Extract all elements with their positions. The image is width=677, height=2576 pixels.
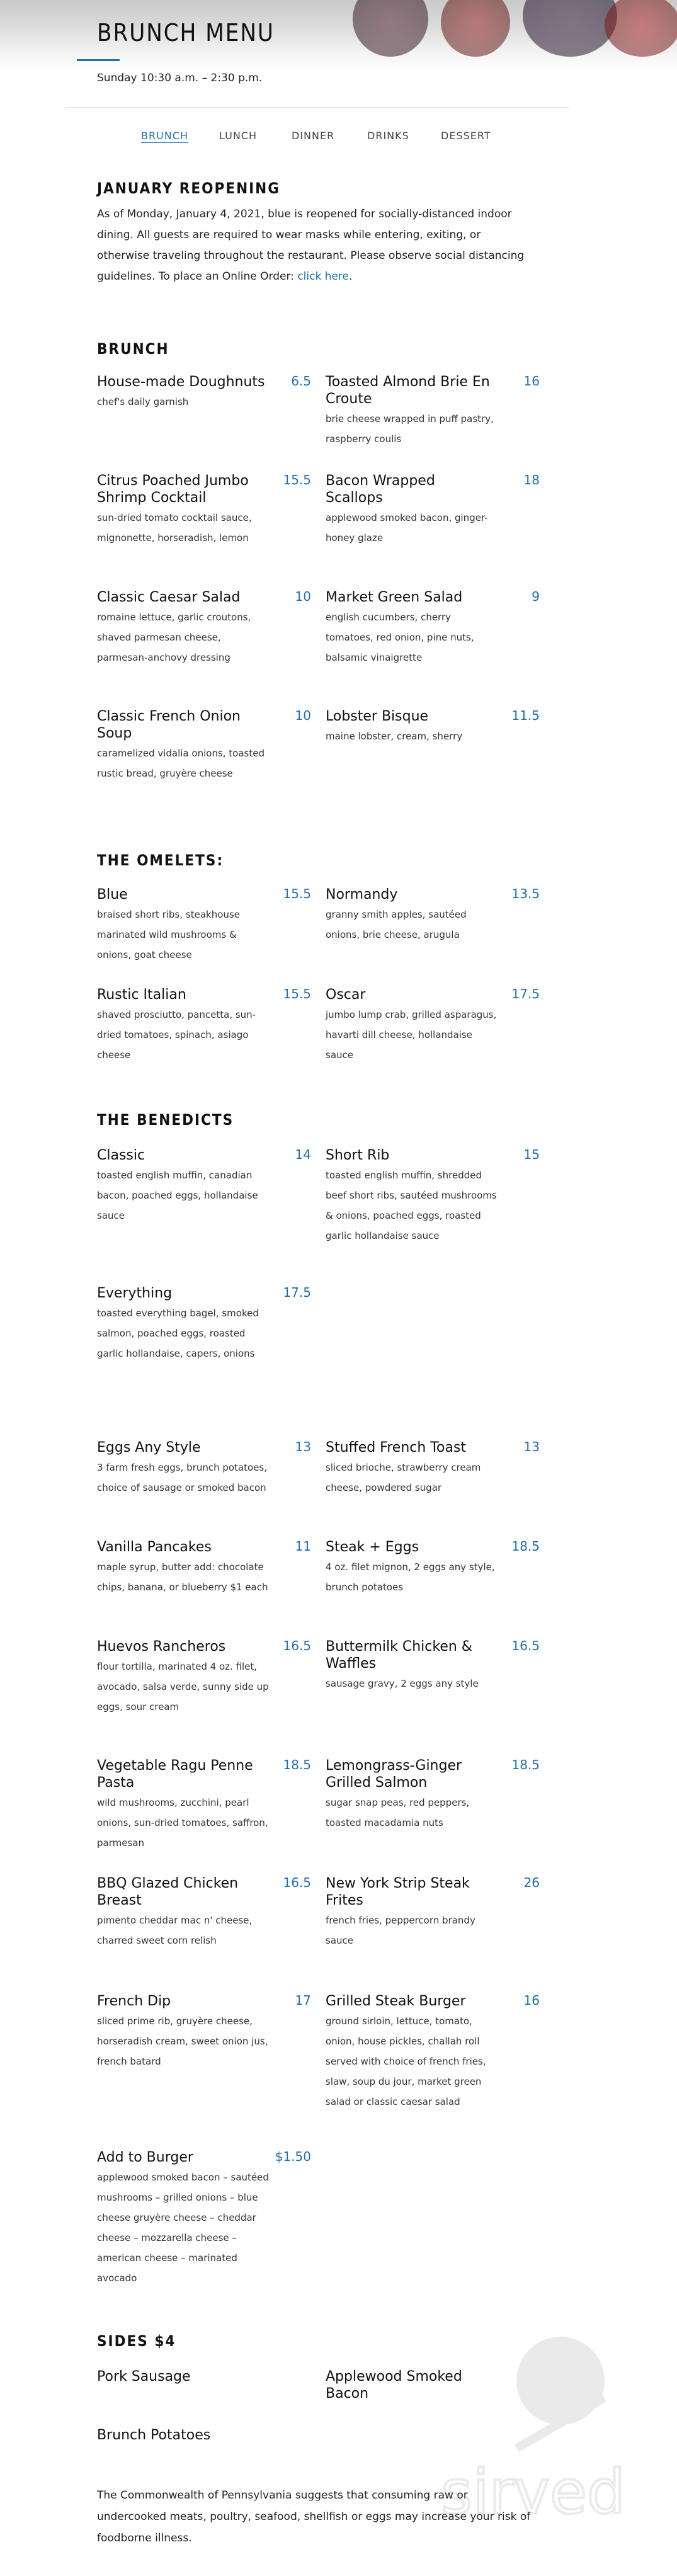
item-price: 15 — [523, 1147, 540, 1162]
item-desc: english cucumbers, cherry tomatoes, red onion, pine nuts, balsamic vinaigrette — [326, 612, 474, 663]
item-name: BBQ Glazed Chicken Breast — [97, 1876, 239, 1908]
item-desc: maine lobster, cream, sherry — [326, 731, 463, 742]
item-price: 10 — [295, 708, 311, 723]
notice-title: JANUARY REOPENING — [97, 180, 280, 197]
menu-item — [97, 1993, 311, 2072]
menu-item — [326, 886, 540, 945]
item-price: 13 — [523, 1439, 540, 1454]
item-price: 11.5 — [511, 708, 540, 723]
menu-item — [326, 1539, 540, 1597]
item-name: Eggs Any Style — [97, 1440, 201, 1456]
berry-decoration — [353, 0, 428, 57]
menu-item — [326, 1757, 540, 1833]
item-desc: flour tortilla, marinated 4 oz. filet, avocado, salsa verde, sunny side up eggs, sour cream — [97, 1661, 269, 1713]
item-desc: braised short ribs, steakhouse marinated wild mushrooms & onions, goat cheese — [97, 909, 240, 960]
item-name: Vanilla Pancakes — [97, 1539, 212, 1555]
item-name: Classic French Onion Soup — [97, 709, 241, 741]
item-name: Oscar — [326, 987, 366, 1003]
berry-decoration — [441, 0, 510, 57]
menu-item — [326, 589, 540, 668]
section-title-brunch: BRUNCH — [97, 340, 169, 358]
item-price: 10 — [295, 589, 311, 604]
item-name: Lobster Bisque — [326, 709, 429, 724]
menu-item — [97, 589, 311, 668]
item-name: Buttermilk Chicken & Waffles — [326, 1639, 472, 1672]
item-desc: pimento cheddar mac n' cheese, charred sweet corn relish — [97, 1915, 253, 1946]
item-price: 17.5 — [511, 986, 540, 1001]
divider — [65, 107, 569, 108]
item-desc: sliced brioche, strawberry cream cheese, powdered sugar — [326, 1462, 481, 1493]
item-name: House-made Doughnuts — [97, 374, 265, 390]
tab-dinner[interactable]: DINNER — [292, 130, 335, 142]
item-name: New York Strip Steak Frites — [326, 1876, 470, 1908]
item-name: Market Green Salad — [326, 590, 463, 605]
berry-decoration — [605, 0, 677, 57]
notice-body: As of Monday, January 4, 2021, blue is reopened for socially-distanced indoor dining. All guests are required to wear masks while entering, exiting, or otherwise traveling throughout the restaurant. Please observe social distancing guidelines. To place an Online Order: — [97, 208, 525, 283]
item-price: 15.5 — [283, 886, 311, 901]
item-name: Brunch Potatoes — [97, 2427, 211, 2443]
item-desc: granny smith apples, sautéed onions, brie cheese, arugula — [326, 909, 467, 940]
title-underline — [77, 59, 120, 61]
menu-item — [97, 886, 311, 965]
item-price: 26 — [523, 1875, 540, 1890]
watermark-text: sirved — [441, 2457, 625, 2528]
item-price: 13 — [295, 1439, 311, 1454]
item-name: Vegetable Ragu Penne Pasta — [97, 1758, 253, 1791]
item-name: Everything — [97, 1285, 173, 1301]
item-desc: applewood smoked bacon – sautéed mushrooms – grilled onions – blue cheese gruyère cheese – cheddar cheese – mozzarella cheese – american cheese – marinated avocado — [97, 2172, 269, 2284]
item-desc: toasted english muffin, canadian bacon, poached eggs, hollandaise sauce — [97, 1170, 258, 1221]
item-desc: sausage gravy, 2 eggs any style — [326, 1678, 479, 1689]
page-title: BRUNCH MENU — [97, 19, 275, 47]
item-name: Classic — [97, 1148, 145, 1163]
item-name: Lemongrass-Ginger Grilled Salmon — [326, 1758, 462, 1791]
menu-item — [97, 1757, 311, 1853]
item-name: Citrus Poached Jumbo Shrimp Cocktail — [97, 473, 249, 506]
menu-item — [97, 1875, 311, 1951]
item-price: 18.5 — [511, 1539, 540, 1554]
menu-item — [97, 1638, 311, 1717]
item-price: 16.5 — [283, 1638, 311, 1653]
menu-item — [326, 1875, 540, 1951]
item-price: 13.5 — [511, 886, 540, 901]
berry-decoration — [523, 0, 617, 57]
menu-tabs — [0, 130, 677, 149]
menu-item — [97, 986, 311, 1065]
menu-item — [97, 708, 311, 784]
menu-item — [97, 2427, 311, 2444]
menu-item — [97, 1285, 311, 1364]
item-name: Grilled Steak Burger — [326, 1993, 466, 2009]
online-order-link[interactable]: click here — [297, 270, 350, 283]
tab-brunch[interactable]: BRUNCH — [141, 130, 188, 142]
item-desc: 4 oz. filet mignon, 2 eggs any style, brunch potatoes — [326, 1561, 495, 1593]
item-name: Bacon Wrapped Scallops — [326, 473, 435, 506]
item-price: 11 — [295, 1539, 311, 1554]
item-desc: 3 farm fresh eggs, brunch potatoes, choice of sausage or smoked bacon — [97, 1462, 267, 1493]
menu-item — [97, 373, 311, 412]
item-name: Add to Burger — [97, 2150, 193, 2165]
item-price: 15.5 — [283, 472, 311, 487]
item-name: Short Rib — [326, 1148, 390, 1163]
menu-item — [326, 1638, 540, 1694]
item-desc: romaine lettuce, garlic croutons, shaved parmesan cheese, parmesan-anchovy dressing — [97, 612, 251, 663]
item-price: 15.5 — [283, 986, 311, 1001]
item-desc: applewood smoked bacon, ginger-honey glaze — [326, 512, 488, 544]
item-name: Steak + Eggs — [326, 1539, 419, 1555]
section-title-sides: SIDES $4 — [97, 2332, 176, 2350]
item-price: 14 — [295, 1147, 311, 1162]
item-name: Pork Sausage — [97, 2369, 191, 2385]
item-name: Blue — [97, 887, 128, 903]
item-price: $1.50 — [275, 2149, 311, 2164]
item-desc: french fries, peppercorn brandy sauce — [326, 1915, 475, 1946]
hours-text: Sunday 10:30 a.m. – 2:30 p.m. — [97, 72, 263, 84]
item-name: Classic Caesar Salad — [97, 590, 241, 605]
item-price: 6.5 — [291, 373, 311, 389]
menu-item — [326, 986, 540, 1065]
tab-dessert[interactable]: DESSERT — [441, 130, 491, 142]
item-price: 16 — [523, 1993, 540, 2008]
item-desc: sun-dried tomato cocktail sauce, mignonette, horseradish, lemon — [97, 512, 252, 544]
tab-drinks[interactable]: DRINKS — [367, 130, 409, 142]
menu-item — [326, 1147, 540, 1246]
menu-item — [97, 1539, 311, 1597]
section-title-omelets: THE OMELETS: — [97, 852, 224, 869]
item-name: Normandy — [326, 887, 398, 903]
item-desc: caramelized vidalia onions, toasted rustic bread, gruyère cheese — [97, 748, 265, 779]
item-desc: brie cheese wrapped in puff pastry, raspberry coulis — [326, 413, 494, 445]
menu-item — [97, 472, 311, 548]
notice-text — [97, 204, 532, 287]
item-desc: shaved prosciutto, pancetta, sun-dried tomatoes, spinach, asiago cheese — [97, 1009, 256, 1061]
item-desc: maple syrup, butter add: chocolate chips, banana, or blueberry $1 each — [97, 1561, 268, 1593]
menu-item — [326, 1993, 540, 2112]
item-name: Huevos Rancheros — [97, 1639, 226, 1655]
item-price: 17 — [295, 1993, 311, 2008]
item-price: 16 — [523, 373, 540, 389]
item-name: Stuffed French Toast — [326, 1440, 467, 1456]
item-desc: jumbo lump crab, grilled asparagus, havarti dill cheese, hollandaise sauce — [326, 1009, 497, 1061]
item-desc: wild mushrooms, zucchini, pearl onions, sun-dried tomatoes, saffron, parmesan — [97, 1797, 268, 1849]
menu-item — [97, 2368, 311, 2385]
item-desc: toasted everything bagel, smoked salmon, poached eggs, roasted garlic hollandaise, capers, onions — [97, 1308, 259, 1359]
menu-item — [326, 708, 540, 746]
item-price: 18.5 — [283, 1757, 311, 1772]
item-name: Toasted Almond Brie En Croute — [326, 374, 490, 407]
section-title-benedicts: THE BENEDICTS — [97, 1111, 234, 1129]
notice-after: . — [349, 270, 353, 283]
item-desc: toasted english muffin, shredded beef short ribs, sautéed mushrooms & onions, poached eggs, roasted garlic hollandaise sauce — [326, 1170, 497, 1241]
menu-item — [326, 373, 540, 449]
item-desc: sugar snap peas, red peppers, toasted macadamia nuts — [326, 1797, 470, 1828]
item-desc: sliced prime rib, gruyère cheese, horseradish cream, sweet onion jus, french batard — [97, 2015, 268, 2067]
item-price: 16.5 — [283, 1875, 311, 1890]
health-disclaimer: The Commonwealth of Pennsylvania suggests that consuming raw or undercooked meats, poultry, seafood, shellfish or eggs may increase your risk of foodborne illness. — [97, 2489, 531, 2545]
tab-lunch[interactable]: LUNCH — [219, 130, 257, 142]
item-name: French Dip — [97, 1993, 171, 2009]
item-desc: chef's daily garnish — [97, 396, 189, 407]
item-price: 17.5 — [283, 1285, 311, 1300]
menu-item — [97, 2149, 311, 2288]
item-price: 18 — [523, 472, 540, 487]
menu-item — [326, 472, 540, 548]
item-name: Rustic Italian — [97, 987, 186, 1003]
menu-item — [326, 1439, 540, 1498]
menu-item — [97, 1439, 311, 1498]
item-price: 16.5 — [511, 1638, 540, 1653]
item-desc: ground sirloin, lettuce, tomato, onion, house pickles, challah roll served with choice of french fries, slaw, soup du jour, market green salad or classic caesar salad — [326, 2015, 486, 2107]
menu-item — [97, 1147, 311, 1226]
item-name: Applewood Smoked Bacon — [326, 2369, 462, 2402]
item-price: 18.5 — [511, 1757, 540, 1772]
item-price: 9 — [532, 589, 540, 604]
